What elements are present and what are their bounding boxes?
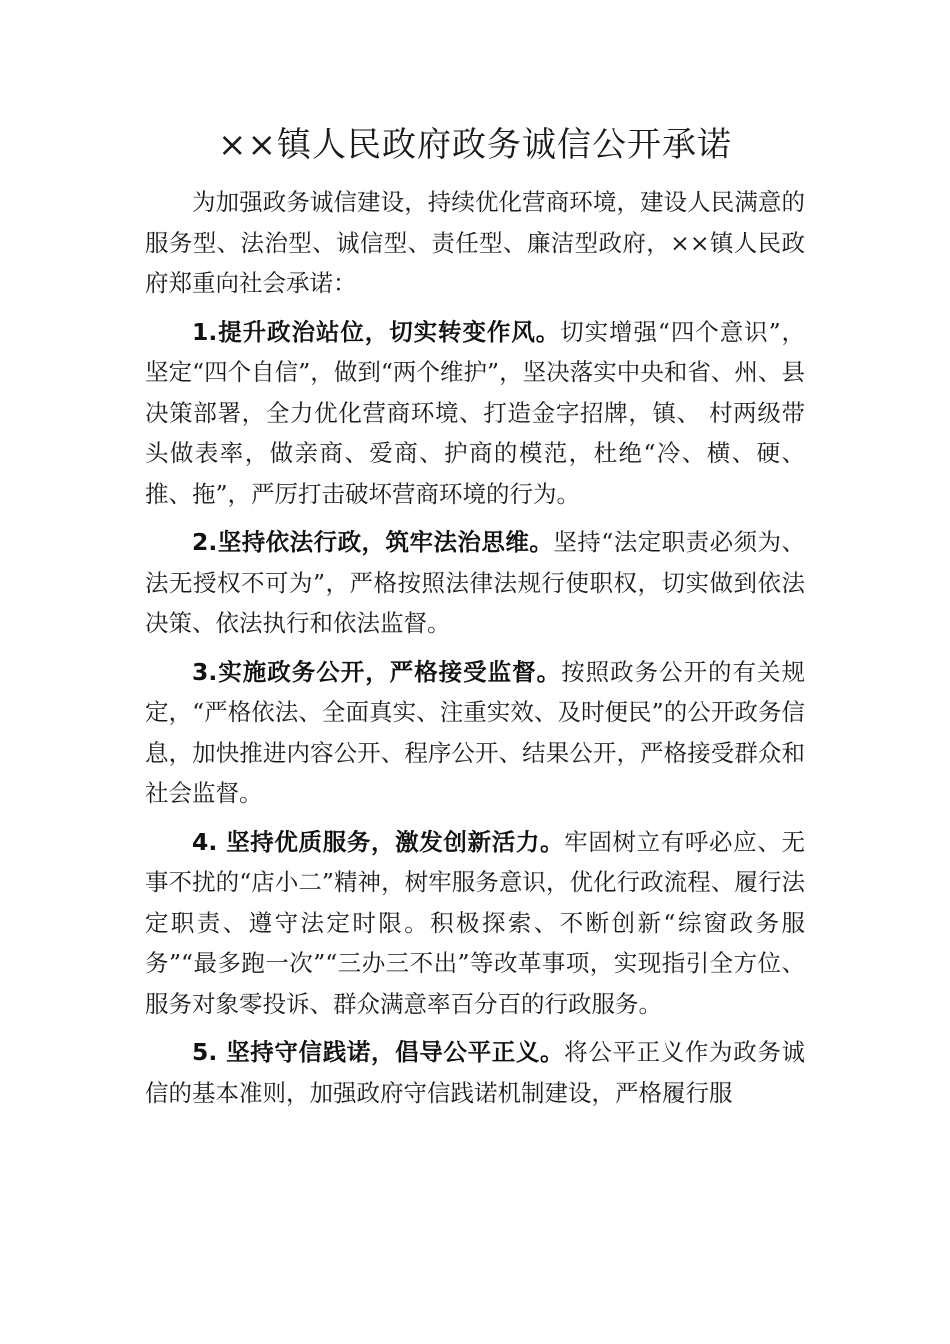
commitment-text-4: 牢固树立有呼必应、无事不扰的“店小二”精神，树牢服务意识，优化行政流程、履行法定职责、遵守法定时限。积极探索、不断创新“综窗政务服务”“最多跑一次”“三办三不出”等改革事项，实现指引全方位、服务对象零投诉、群众满意率百分百的行政服务。: [145, 827, 805, 1018]
commitment-heading-2: 2.坚持依法行政，筑牢法治思维。: [192, 528, 554, 556]
commitment-item-1: [145, 312, 805, 515]
commitment-text-5: 将公平正义作为政务诚信的基本准则，加强政府守信践诺机制建设，严格履行服: [145, 1038, 805, 1107]
intro-paragraph: 为加强政务诚信建设，持续优化营商环境，建设人民满意的服务型、法治型、诚信型、责任型、廉洁型政府，××镇人民政府郑重向社会承诺：: [145, 188, 805, 297]
commitment-item-3: [145, 652, 805, 814]
commitment-text-2: 坚持“法定职责必须为、法无授权不可为”，严格按照法律法规行使职权，切实做到依法决策、依法执行和依法监督。: [145, 528, 806, 637]
commitment-heading-5: 5. 坚持守信践诺，倡导公平正义。: [192, 1038, 565, 1066]
commitment-text-3: 按照政务公开的有关规定，“严格依法、全面真实、注重实效、及时便民”的公开政务信息，加快推进内容公开、程序公开、结果公开，严格接受群众和社会监督。: [145, 657, 806, 807]
commitment-item-2: [145, 522, 805, 644]
commitment-heading-3: 3.实施政务公开，严格接受监督。: [192, 657, 562, 686]
commitment-text-1: 切实增强“四个意识”，坚定“四个自信”，做到“两个维护”，坚决落实中央和省、州、县决策部署，全力优化营商环境、打造金字招牌，镇、 村两级带头做表率，做亲商、爱商、护商的模范，杜绝“冷、横、硬、推、拖”，严厉打击破坏营商环境的行为。: [145, 317, 806, 508]
commitment-heading-1: 1.提升政治站位，切实转变作风。: [192, 317, 561, 346]
commitment-item-5: [145, 1032, 805, 1113]
commitment-item-4: [145, 822, 805, 1025]
document-body: [145, 182, 805, 1121]
commitment-heading-4: 4. 坚持优质服务，激发创新活力。: [192, 827, 565, 856]
document-title: ××镇人民政府政务诚信公开承诺: [218, 125, 732, 165]
